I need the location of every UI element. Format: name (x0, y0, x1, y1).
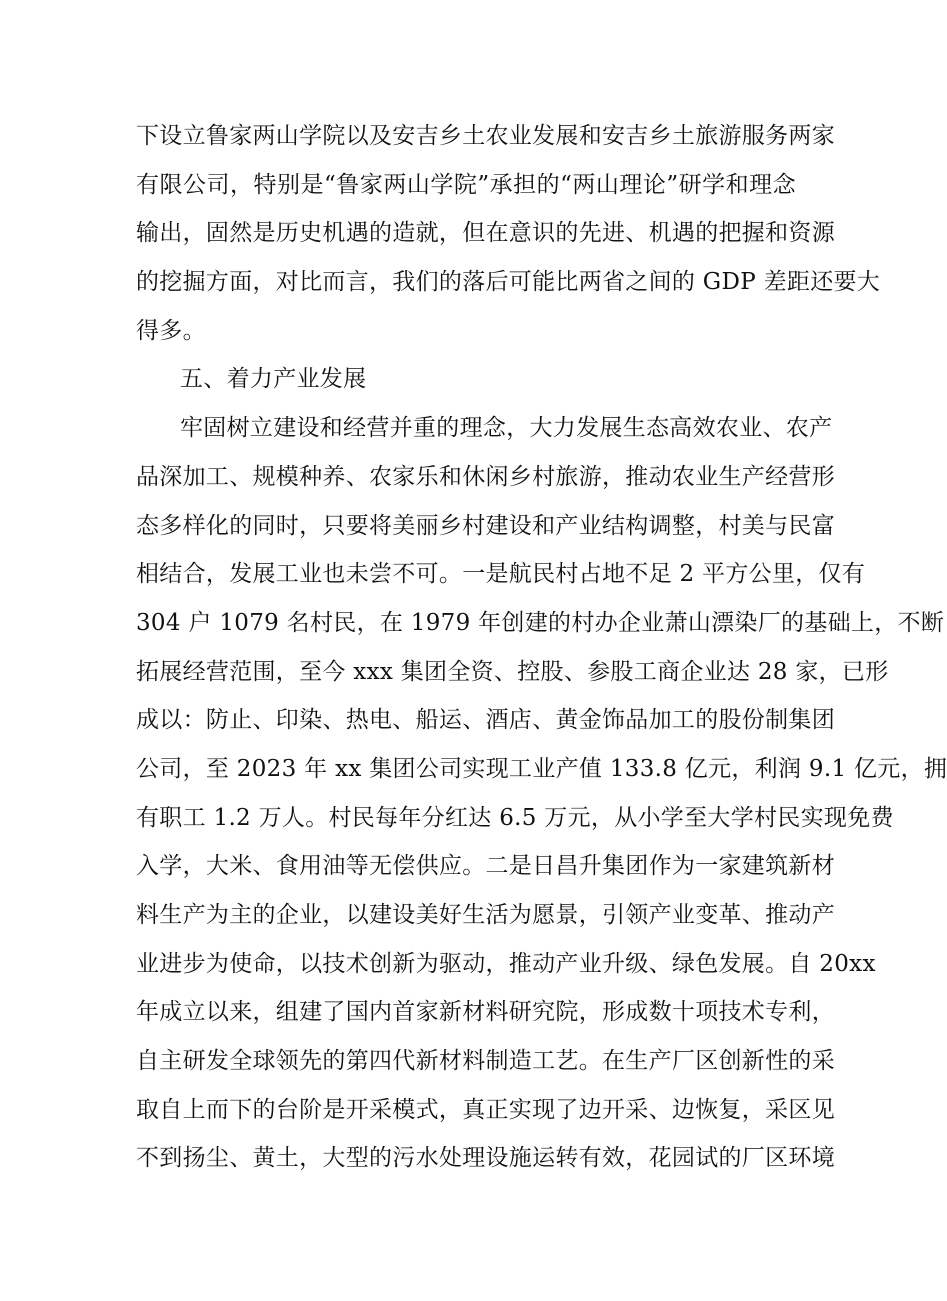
text-line-19: 年成立以来，组建了国内首家新材料研究院，形成数十项技术专利， (136, 999, 835, 1026)
text-line-15: 有职工 1.2 万人。村民每年分红达 6.5 万元，从小学至大学村民实现免费 (136, 804, 894, 831)
text-line-9: 态多样化的同时，只要将美丽乡村建设和产业结构调整，村美与民富 (136, 512, 835, 539)
text-line-2: 有限公司，特别是“鲁家两山学院”承担的“两山理论”研学和理念 (136, 171, 796, 198)
text-line-18: 业进步为使命，以技术创新为驱动，推动产业升级、绿色发展。自 20xx (136, 950, 876, 977)
text-line-5: 得多。 (136, 317, 206, 344)
section-heading: 五、着力产业发展 (180, 366, 367, 393)
text-line-13: 成以：防止、印染、热电、船运、酒店、黄金饰品加工的股份制集团 (136, 707, 835, 734)
text-line-16: 入学，大米、食用油等无偿供应。二是日昌升集团作为一家建筑新材 (136, 853, 835, 880)
text-line-8: 品深加工、规模种养、农家乐和休闲乡村旅游，推动农业生产经营形 (136, 463, 835, 490)
paragraph-first-line: 牢固树立建设和经营并重的理念，大力发展生态高效农业、农产 (180, 415, 833, 442)
text-line-10: 相结合，发展工业也未尝不可。一是航民村占地不足 2 平方公里，仅有 (136, 561, 866, 588)
text-line-3: 输出，固然是历史机遇的造就，但在意识的先进、机遇的把握和资源 (136, 220, 835, 247)
text-line-1: 下设立鲁家两山学院以及安吉乡土农业发展和安吉乡土旅游服务两家 (136, 123, 835, 149)
text-line-12: 拓展经营范围，至今 xxx 集团全资、控股、参股工商企业达 28 家，已形 (136, 658, 889, 685)
text-line-14: 公司，至 2023 年 xx 集团公司实现工业产值 133.8 亿元，利润 9.1 亿元，拥 (136, 755, 947, 782)
text-line-4: 的挖掘方面，对比而言，我们的落后可能比两省之间的 GDP 差距还要大 (136, 269, 881, 296)
text-line-21: 取自上而下的台阶是开采模式，真正实现了边开采、边恢复，采区见 (136, 1096, 835, 1123)
text-line-22: 不到扬尘、黄土，大型的污水处理设施运转有效，花园试的厂区环境 (136, 1145, 835, 1172)
text-line-17: 料生产为主的企业，以建设美好生活为愿景，引领产业变革、推动产 (136, 902, 835, 928)
document-body (136, 112, 947, 1183)
text-line-20: 自主研发全球领先的第四代新材料制造工艺。在生产厂区创新性的采 (136, 1048, 835, 1075)
text-line-11: 304 户 1079 名村民，在 1979 年创建的村办企业萧山漂染厂的基础上，不断 (136, 609, 945, 636)
